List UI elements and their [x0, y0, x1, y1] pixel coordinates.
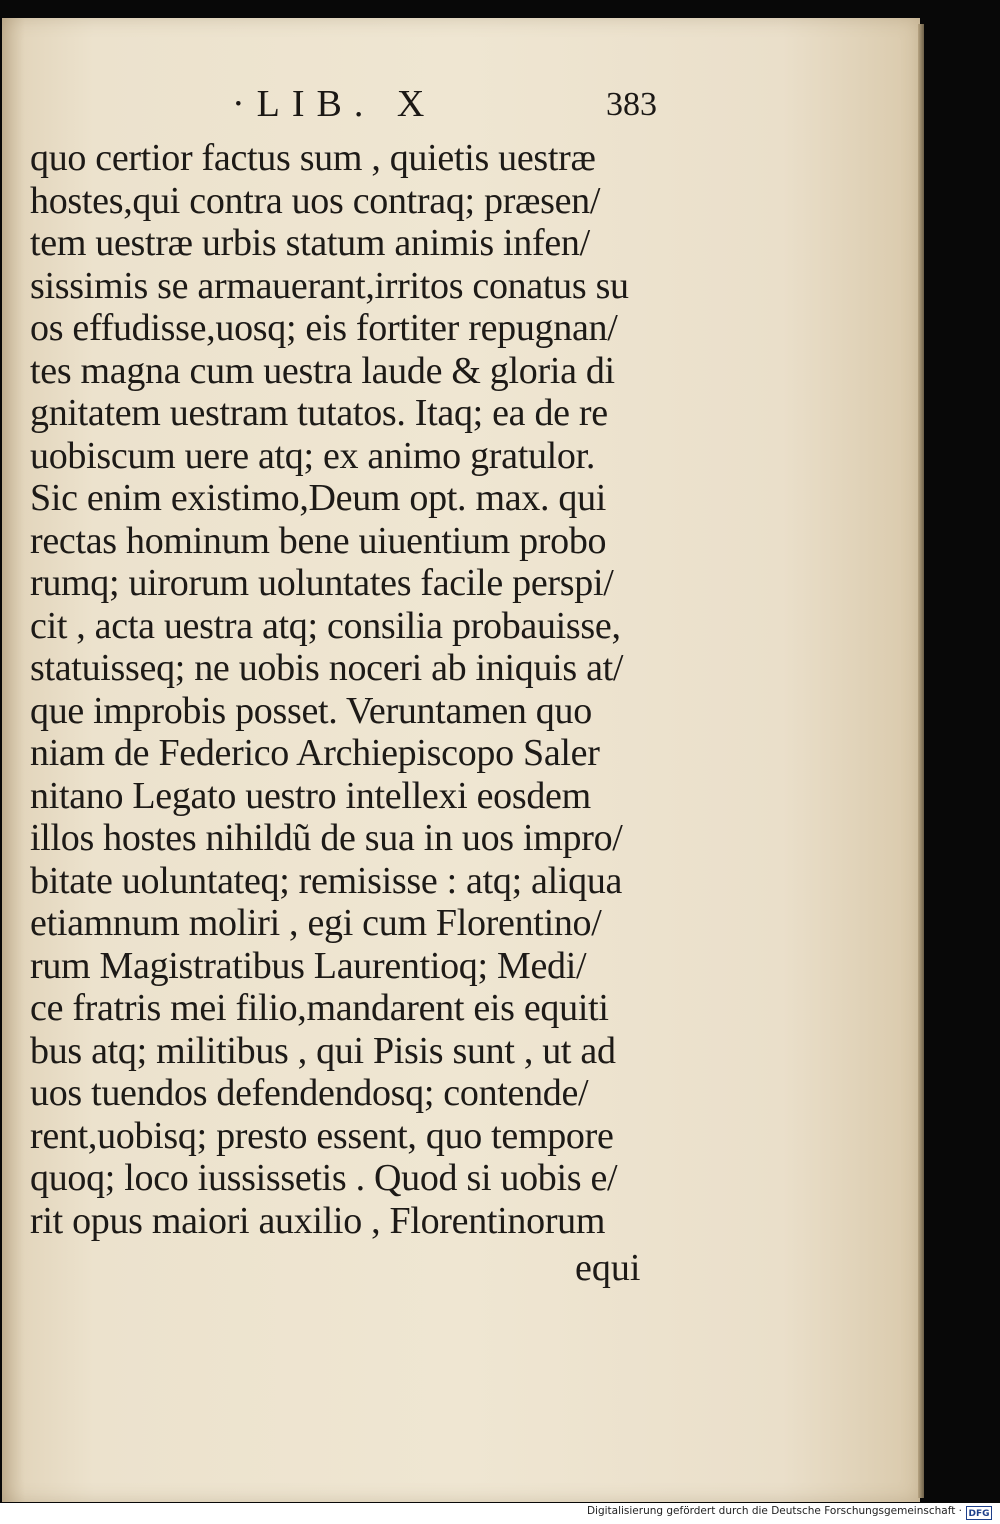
- text-line: illos hostes nihildũ de sua in uos impro/: [30, 817, 623, 859]
- text-line: statuisseq; ne uobis noceri ab iniquis at/: [30, 647, 624, 689]
- text-line: hostes,qui contra uos contraq; præsen/: [30, 179, 601, 222]
- body-text: [30, 137, 670, 1242]
- text-line: rectas hominum bene uiuentium probo: [30, 519, 607, 562]
- text-line: Sic enim existimo,Deum opt. max. qui: [30, 477, 607, 519]
- text-line: os effudisse,uosq; eis fortiter repugnan/: [30, 307, 618, 349]
- text-line: uobiscum uere atq; ex animo gratulor.: [30, 434, 596, 477]
- funding-credit: Digitalisierung gefördert durch die Deutsche Forschungsgemeinschaft ·: [586, 1505, 962, 1517]
- text-line: quoq; loco iussissetis . Quod si uobis e/: [30, 1157, 618, 1199]
- text-line: rum Magistratibus Laurentioq; Medi/: [30, 944, 587, 987]
- text-line: bitate uoluntateq; remisisse : atq; aliqua: [30, 859, 623, 902]
- footer-bar: [0, 1503, 1000, 1524]
- dfg-logo: DFG: [966, 1506, 992, 1520]
- text-line: quo certior factus sum , quietis uestræ: [30, 137, 596, 179]
- text-line: cit , acta uestra atq; consilia probauisse,: [30, 604, 621, 647]
- text-line: sissimis se armauerant,irritos conatus su: [30, 264, 629, 307]
- text-line: bus atq; militibus , qui Pisis sunt , ut ad: [30, 1029, 616, 1072]
- text-line: ce fratris mei filio,mandarent eis equiti: [30, 987, 609, 1029]
- page-number: 383: [606, 86, 657, 123]
- catchword: equi: [575, 1247, 641, 1289]
- text-line: tes magna cum uestra laude & gloria di: [30, 349, 615, 392]
- text-line: tem uestræ urbis statum animis infen/: [30, 222, 590, 264]
- text-line: rent,uobisq; presto essent, quo tempore: [30, 1114, 614, 1157]
- text-line: rumq; uirorum uoluntates facile perspi/: [30, 562, 614, 604]
- page-edge: [918, 24, 924, 1498]
- text-line: gnitatem uestram tutatos. Itaq; ea de re: [30, 392, 608, 434]
- text-line: nitano Legato uestro intellexi eosdem: [30, 774, 591, 817]
- text-line: etiamnum moliri , egi cum Florentino/: [30, 902, 602, 944]
- text-line: rit opus maiori auxilio , Florentinorum: [30, 1199, 606, 1242]
- running-head: ·LIB. X: [232, 83, 437, 125]
- text-line: uos tuendos defendendosq; contende/: [30, 1072, 589, 1114]
- text-line: niam de Federico Archiepiscopo Saler: [30, 732, 600, 774]
- text-line: que improbis posset. Veruntamen quo: [30, 689, 592, 732]
